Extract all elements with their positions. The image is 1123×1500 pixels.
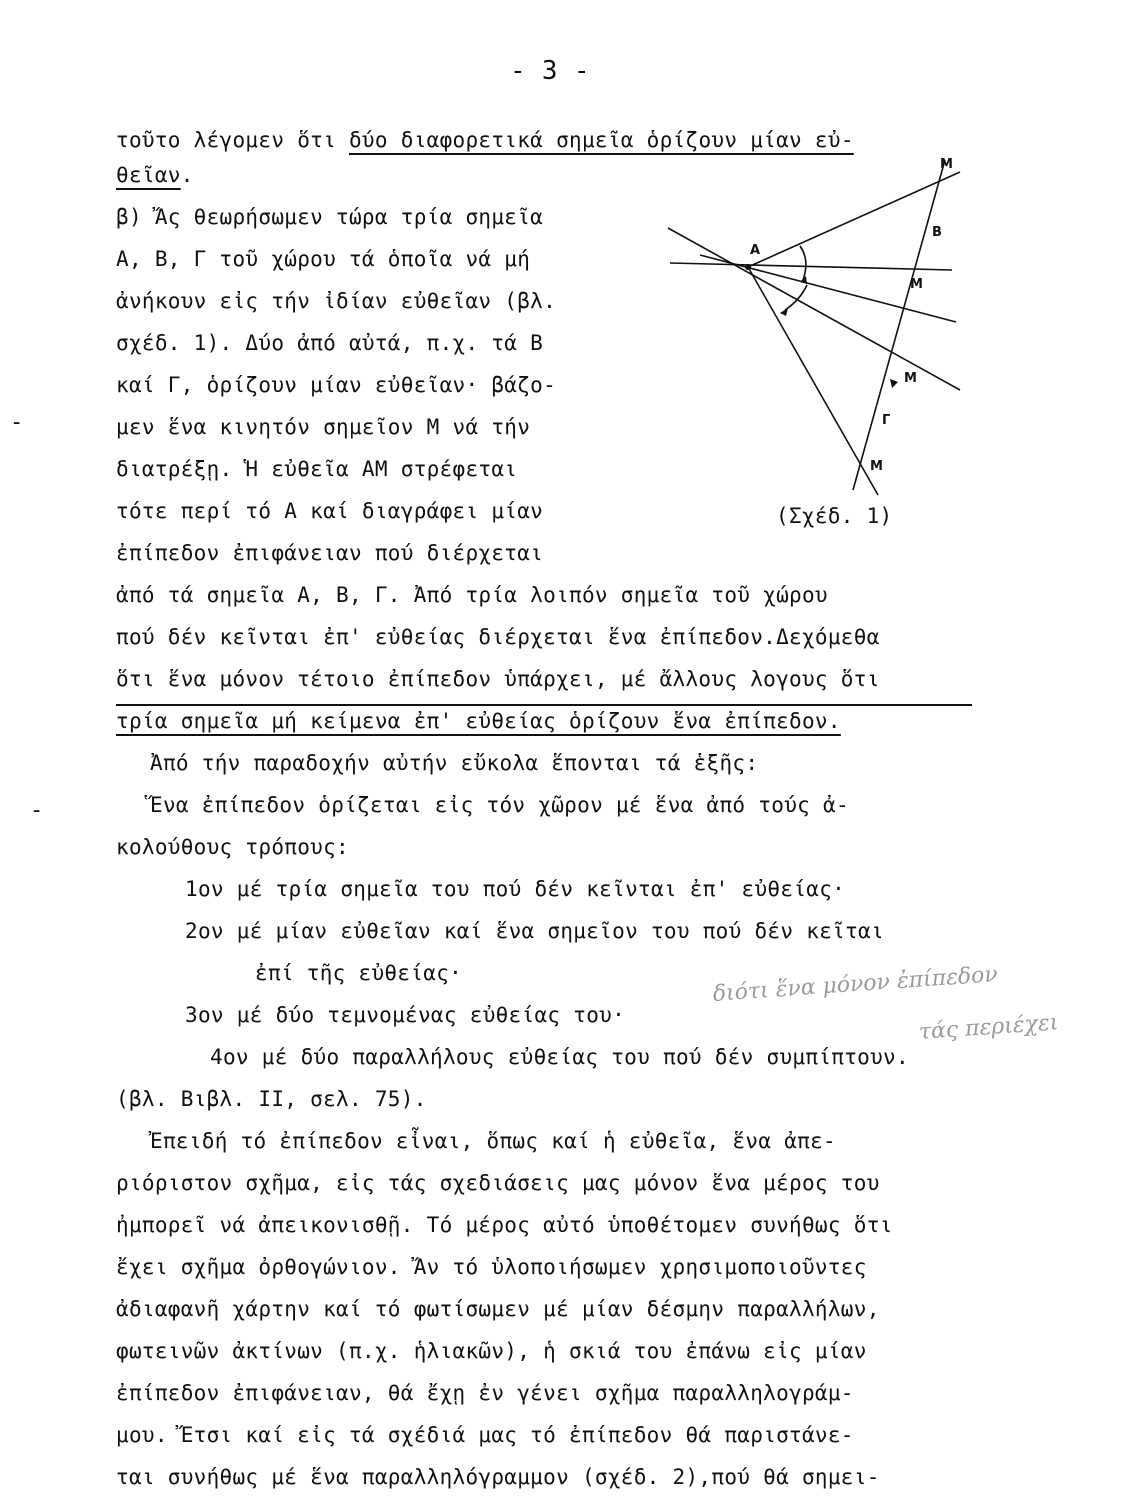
text-line-27-plain: ἠμπορεῖ νά ἀπεικονισθῇ. Τό μέρος αὐτό ὑποθέτομεν συνήθως ὅτι xyxy=(116,1213,893,1237)
text-line-16 xyxy=(150,750,758,776)
text-line-5-plain: ἀνήκουν εἰς τήν ἰδίαν εὐθεῖαν (βλ. xyxy=(116,289,557,313)
label-m-4: Μ xyxy=(870,459,883,474)
text-line-21-plain: ἐπί τῆς εὐθείας· xyxy=(255,961,463,985)
text-line-26 xyxy=(116,1170,880,1196)
figure-1-diagram xyxy=(660,150,1000,500)
text-line-20 xyxy=(185,918,884,944)
text-line-8-plain: μεν ἕνα κινητόν σημεῖον Μ νά τήν xyxy=(116,415,531,439)
text-line-2 xyxy=(116,162,194,188)
line-a-down xyxy=(748,267,878,495)
text-line-23 xyxy=(210,1044,909,1070)
text-line-15-underlined: τρία σημεῖα μή κείμενα ἐπ' εὐθείας ὁρίζουν ἕνα ἐπίπεδον. xyxy=(116,709,841,733)
text-line-17-plain: Ἕνα ἐπίπεδον ὁρίζεται εἰς τόν χῶρον μέ ἕνα ἀπό τούς ἀ- xyxy=(150,793,849,817)
text-line-25 xyxy=(150,1128,836,1154)
text-line-11-plain: ἐπίπεδον ἐπιφάνειαν πού διέρχεται xyxy=(116,541,544,565)
text-line-24-plain: (βλ. Βιβλ. ΙΙ, σελ. 75). xyxy=(116,1087,427,1111)
text-line-20-plain: 2ον μέ μίαν εὐθεῖαν καί ἕνα σημεῖον του πού δέν κεῖται xyxy=(185,919,884,943)
line-a-horizontal xyxy=(670,263,952,270)
text-line-30-plain: φωτεινῶν ἀκτίνων (π.χ. ἡλιακῶν), ἡ σκιά του ἐπάνω εἰς μίαν xyxy=(116,1339,867,1363)
label-a: Α xyxy=(750,243,761,258)
text-line-6-plain: σχέδ. 1). Δύο ἀπό αὐτά, π.χ. τά Β xyxy=(116,331,544,355)
text-line-12 xyxy=(116,582,828,608)
line-a-mid1 xyxy=(668,228,960,390)
label-m-2: Μ xyxy=(910,277,923,292)
text-line-28-plain: ἔχει σχῆμα ὀρθογώνιον. Ἄν τό ὑλοποιήσωμεν χρησιμοποιοῦντες xyxy=(116,1255,867,1279)
text-line-28 xyxy=(116,1254,867,1280)
text-line-32 xyxy=(116,1422,854,1448)
text-line-24 xyxy=(116,1086,427,1112)
text-line-31 xyxy=(116,1380,854,1406)
text-line-7-plain: καί Γ, ὁρίζουν μίαν εὐθεῖαν· βάζο- xyxy=(116,373,557,397)
rotation-arc-1 xyxy=(800,246,806,280)
text-line-13-plain: πού δέν κεῖνται ἐπ' εὐθείας διέρχεται ἕνα ἐπίπεδον.Δεχόμεθα xyxy=(116,625,880,649)
text-line-4 xyxy=(116,246,530,272)
text-line-1-plain: τοῦτο λέγομεν ὅτι xyxy=(116,128,349,152)
text-line-9-plain: διατρέξῃ. Ἡ εὐθεῖα ΑΜ στρέφεται xyxy=(116,457,518,481)
text-line-22 xyxy=(185,1002,625,1028)
text-line-18-plain: κολούθους τρόπους: xyxy=(116,835,349,859)
text-line-14 xyxy=(116,666,880,692)
label-m-1: Μ xyxy=(940,157,953,172)
text-line-26-plain: ριόριστον σχῆμα, εἰς τάς σχεδιάσεις μας μόνον ἕνα μέρος του xyxy=(116,1171,880,1195)
text-line-8 xyxy=(116,414,530,440)
text-line-18 xyxy=(116,834,349,860)
text-line-11 xyxy=(116,540,543,566)
text-line-6 xyxy=(116,330,543,356)
text-line-29-plain: ἀδιαφανῆ χάρτην καί τό φωτίσωμεν μέ μίαν δέσμην παραλλήλων, xyxy=(116,1297,880,1321)
text-line-3 xyxy=(116,204,543,230)
rotation-arc-2 xyxy=(785,285,807,310)
page-number: - 3 - xyxy=(510,56,590,86)
text-line-22-plain: 3ον μέ δύο τεμνομένας εὐθείας του· xyxy=(185,1003,626,1027)
text-line-25-plain: Ἐπειδή τό ἐπίπεδον εἶναι, ὅπως καί ἡ εὐθεῖα, ἕνα ἀπε- xyxy=(150,1129,836,1153)
section-divider xyxy=(116,704,972,706)
text-line-2-underlined: θεῖαν xyxy=(116,163,181,187)
text-line-7 xyxy=(116,372,556,398)
handwritten-note-2: τάς περιέχει xyxy=(918,1010,1060,1045)
text-line-29 xyxy=(116,1296,880,1322)
text-line-13 xyxy=(116,624,880,650)
text-line-5 xyxy=(116,288,556,314)
text-line-23-plain: 4ον μέ δύο παραλλήλους εὐθείας του πού δέν συμπίπτουν. xyxy=(210,1045,909,1069)
text-line-12-plain: ἀπό τά σημεῖα Α, Β, Γ. Ἀπό τρία λοιπόν σημεῖα τοῦ χώρου xyxy=(116,583,828,607)
text-line-10-plain: τότε περί τό Α καί διαγράφει μίαν xyxy=(116,499,544,523)
text-line-1-underlined: δύο διαφορετικά σημεῖα ὁρίζουν μίαν εὐ- xyxy=(348,128,854,152)
margin-mark-2: - xyxy=(30,798,44,823)
text-line-4-plain: Α, Β, Γ τοῦ χώρου τά ὁποῖα νά μή xyxy=(116,247,531,271)
text-line-15 xyxy=(116,708,841,734)
handwritten-note-1: διότι ἕνα μόνον ἐπίπεδον xyxy=(712,962,999,1007)
text-line-33-plain: ται συνήθως μέ ἕνα παραλληλόγραμμον (σχέδ. 2),πού θά σημει- xyxy=(116,1465,880,1489)
text-line-31-plain: ἐπίπεδον ἐπιφάνειαν, θά ἔχῃ ἐν γένει σχῆμα παραλληλογράμ- xyxy=(116,1381,854,1405)
text-line-10 xyxy=(116,498,543,524)
text-line-19-plain: 1ον μέ τρία σημεῖα του πού δέν κεῖνται ἐπ' εὐθείας· xyxy=(185,877,846,901)
label-g: Γ xyxy=(882,413,891,428)
text-line-27 xyxy=(116,1212,893,1238)
text-line-21 xyxy=(255,960,462,986)
text-line-19 xyxy=(185,876,845,902)
line-bg xyxy=(853,160,945,490)
figure-1-caption: (Σχέδ. 1) xyxy=(776,504,893,528)
margin-mark-1: - xyxy=(10,410,24,435)
text-line-17 xyxy=(150,792,849,818)
label-m-3: Μ xyxy=(904,371,917,386)
text-line-33 xyxy=(116,1464,880,1490)
text-line-30 xyxy=(116,1338,867,1364)
text-line-32-plain: μου. Ἔτσι καί εἰς τά σχέδιά μας τό ἐπίπεδον θά παριστάνε- xyxy=(116,1423,854,1447)
text-line-9 xyxy=(116,456,517,482)
text-line-3-plain: β) Ἄς θεωρήσωμεν τώρα τρία σημεῖα xyxy=(116,205,544,229)
label-b: Β xyxy=(932,225,942,240)
text-line-2-tail: . xyxy=(180,163,194,187)
text-line-16-plain: Ἀπό τήν παραδοχήν αὐτήν εὔκολα ἕπονται τά ἑξῆς: xyxy=(150,751,759,775)
text-line-14-plain: ὅτι ἕνα μόνον τέτοιο ἐπίπεδον ὑπάρχει, μέ ἄλλους λογους ὅτι xyxy=(116,667,880,691)
